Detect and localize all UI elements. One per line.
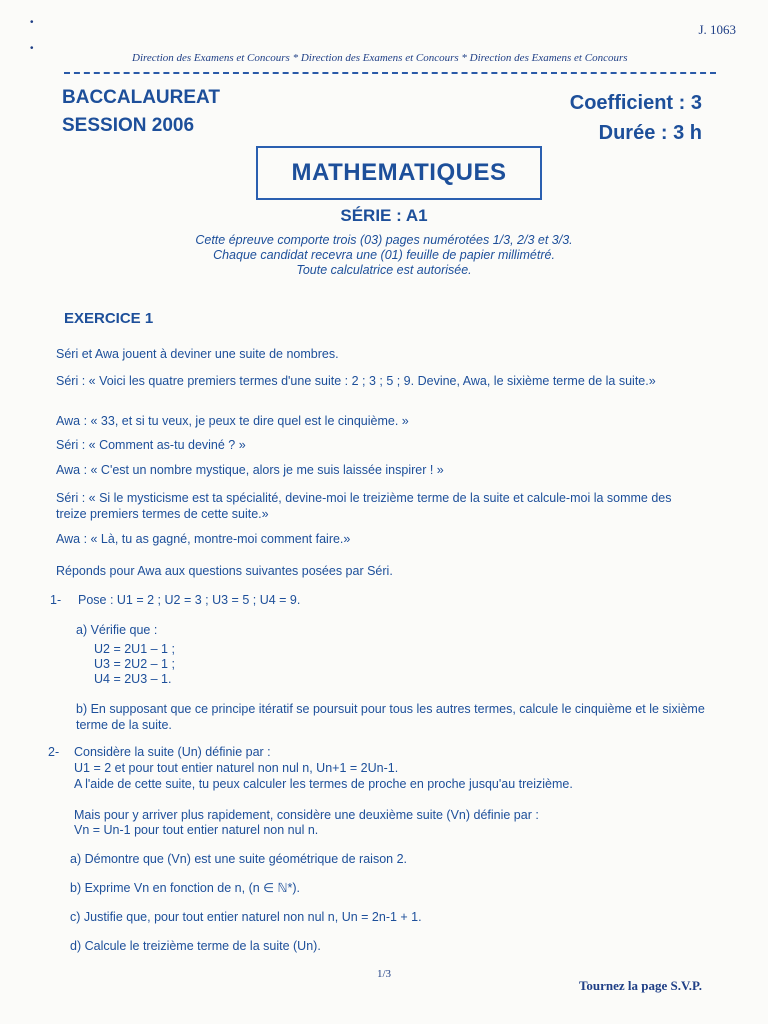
paragraph: Séri : « Comment as-tu deviné ? » [56, 438, 246, 452]
header-rule [64, 72, 716, 74]
page-number: 1/3 [376, 968, 392, 980]
formula-line: U4 = 2U3 – 1. [94, 672, 172, 686]
exercise-title: EXERCICE 1 [64, 310, 154, 327]
question-part: b) En supposant que ce principe itératif se poursuit pour tous les autres termes, calcule le cinquième et le sixième terme de la suite. [76, 702, 705, 732]
question-part: d) Calcule le treizième terme de la suite (Un). [70, 939, 321, 953]
scan-marks: • • [30, 17, 34, 54]
coefficient: Coefficient : 3 [569, 92, 702, 114]
question-part: a) Vérifie que : [76, 623, 158, 637]
exam-block [62, 84, 220, 140]
paragraph: Awa : « 33, et si tu veux, je peux te dire quel est le cinquième. » [56, 414, 409, 428]
title-box [256, 146, 542, 200]
instruction-line: Toute calculatrice est autorisée. [296, 263, 472, 277]
header-band: Direction des Examens et Concours * Direction des Examens et Concours * Direction des Examens et Concours [132, 52, 628, 64]
duration: Durée : 3 h [598, 122, 702, 144]
instructions [0, 233, 768, 278]
coefficient-block [570, 88, 702, 148]
paragraph: Séri et Awa jouent à deviner une suite de nombres. [56, 347, 339, 361]
exam-name: BACCALAUREAT [62, 87, 220, 108]
document-reference: J. 1063 [698, 22, 736, 37]
instruction-line: Cette épreuve comporte trois (03) pages numérotées 1/3, 2/3 et 3/3. [195, 233, 573, 247]
question-number: 2- [48, 745, 60, 759]
formula-line: U3 = 2U2 – 1 ; [94, 657, 175, 671]
instruction-line: Chaque candidat recevra une (01) feuille de papier millimétré. [213, 248, 555, 262]
definition-line: Vn = Un-1 pour tout entier naturel non nul n. [74, 823, 319, 837]
definition-line: Mais pour y arriver plus rapidement, considère une deuxième suite (Vn) définie par : [74, 808, 539, 822]
paragraph: Séri : « Si le mysticisme est ta spécialité, devine-moi le treizième terme de la suite et calcule-moi la somme des treize premiers termes de cette suite.» [56, 491, 672, 521]
exam-session: SESSION 2006 [62, 115, 195, 136]
question-number: 1- [50, 593, 62, 607]
question-intro: Pose : U1 = 2 ; U2 = 3 ; U3 = 5 ; U4 = 9. [78, 593, 301, 607]
formula-line: U2 = 2U1 – 1 ; [94, 642, 175, 656]
question-intro: Considère la suite (Un) définie par : [74, 745, 271, 759]
paragraph: Awa : « Là, tu as gagné, montre-moi comment faire.» [56, 532, 351, 546]
paragraph: Réponds pour Awa aux questions suivantes posées par Séri. [56, 564, 393, 578]
question-part: c) Justifie que, pour tout entier naturel non nul n, Un = 2n-1 + 1. [70, 910, 422, 924]
definition-line: U1 = 2 et pour tout entier naturel non nul n, Un+1 = 2Un-1. [74, 761, 399, 775]
paragraph: Awa : « C'est un nombre mystique, alors je me suis laissée inspirer ! » [56, 463, 444, 477]
question-part: a) Démontre que (Vn) est une suite géométrique de raison 2. [70, 852, 407, 866]
question-part: b) Exprime Vn en fonction de n, (n ∈ ℕ*). [70, 881, 301, 895]
paragraph: Séri : « Voici les quatre premiers termes d'une suite : 2 ; 3 ; 5 ; 9. Devine, Awa, le sixième terme de la suite.» [56, 374, 656, 388]
definition-line: A l'aide de cette suite, tu peux calculer les termes de proche en proche jusqu'au treizième. [74, 777, 573, 791]
footer-note: Tournez la page S.V.P. [578, 978, 702, 993]
page-title: MATHEMATIQUES [291, 159, 507, 186]
serie: SÉRIE : A1 [340, 206, 428, 225]
